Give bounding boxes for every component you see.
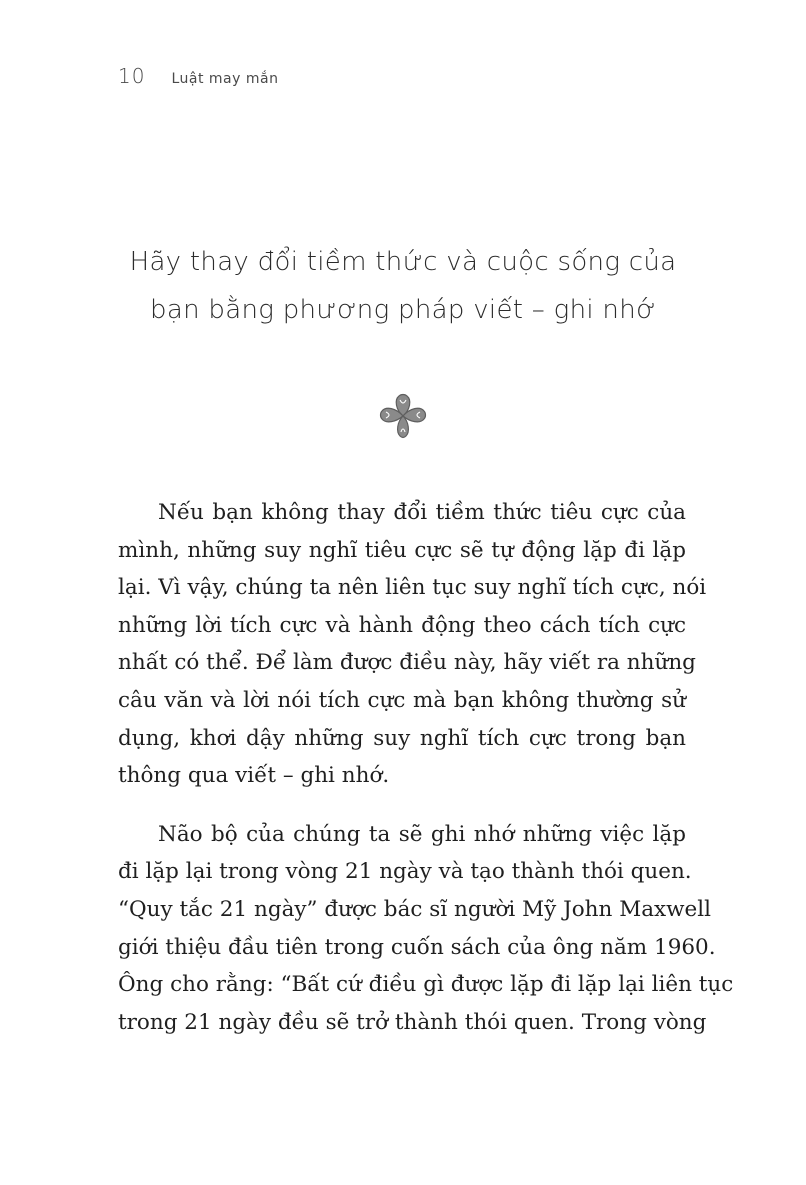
book-title: Luật may mắn	[171, 71, 279, 87]
text-line: Ông cho rằng: “Bất cứ điều gì được lặp đi lặp lại liên tục	[118, 972, 734, 998]
text-line: câu văn và lời nói tích cực mà bạn không thường sử	[118, 687, 686, 713]
text-line: dụng, khơi dậy những suy nghĩ tích cực trong bạn	[118, 725, 686, 751]
text-line: “Quy tắc 21 ngày” được bác sĩ người Mỹ John Maxwell	[118, 896, 712, 922]
text-line: giới thiệu đầu tiên trong cuốn sách của ông năm 1960.	[118, 934, 716, 960]
clover-ornament-icon	[378, 392, 428, 440]
text-line: lại. Vì vậy, chúng ta nên liên tục suy nghĩ tích cực, nói	[118, 575, 707, 601]
paragraph	[118, 494, 707, 795]
text-line: Não bộ của chúng ta sẽ ghi nhớ những việc lặp	[158, 821, 686, 847]
text-line: những lời tích cực và hành động theo cách tích cực	[118, 612, 686, 638]
text-line: trong 21 ngày đều sẽ trở thành thói quen. Trong vòng	[118, 1009, 707, 1035]
text-line: đi lặp lại trong vòng 21 ngày và tạo thành thói quen.	[118, 859, 692, 885]
chapter-title	[80, 238, 726, 334]
chapter-title-line: Hãy thay đổi tiềm thức và cuộc sống của	[129, 247, 677, 277]
body-text	[118, 494, 734, 1041]
text-line: thông qua viết – ghi nhớ.	[118, 763, 390, 789]
paragraph	[118, 816, 734, 1042]
text-line: Nếu bạn không thay đổi tiềm thức tiêu cực của	[158, 500, 686, 525]
page-number: 10	[118, 64, 146, 88]
text-line: nhất có thể. Để làm được điều này, hãy viết ra những	[118, 650, 696, 676]
running-header	[118, 64, 278, 90]
text-line: mình, những suy nghĩ tiêu cực sẽ tự động lặp đi lặp	[118, 537, 686, 563]
paragraph-spacer	[118, 795, 686, 816]
chapter-title-line: bạn bằng phương pháp viết – ghi nhớ	[150, 295, 656, 325]
